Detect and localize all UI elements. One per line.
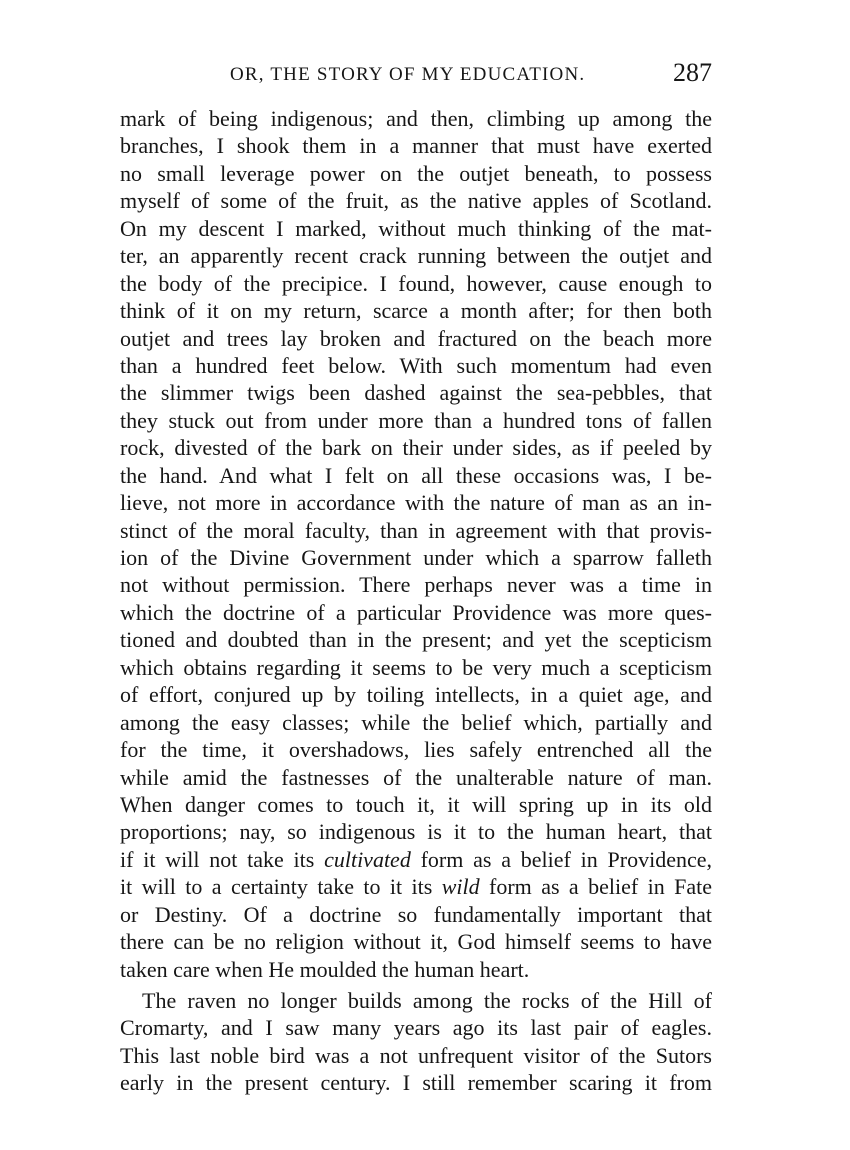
text-line <box>120 626 712 653</box>
text-segment: than a hundred feet below. With such momentum had even <box>120 352 712 378</box>
text-line <box>120 517 712 544</box>
text-line <box>120 434 712 461</box>
text-segment: which obtains regarding it seems to be very much a scepticism <box>120 654 712 680</box>
text-segment: no small leverage power on the outjet beneath, to possess <box>120 160 712 186</box>
text-line <box>120 1042 712 1069</box>
text-segment: ter, an apparently recent crack running between the outjet and <box>120 243 712 269</box>
text-segment: the slimmer twigs been dashed against the sea-pebbles, that <box>120 380 712 406</box>
text-line <box>120 544 712 571</box>
text-segment: they stuck out from under more than a hundred tons of fallen <box>120 407 712 433</box>
text-line <box>120 215 712 242</box>
text-segment: The raven no longer builds among the rocks of the Hill of <box>142 988 712 1013</box>
text-segment: outjet and trees lay broken and fractured on the beach more <box>120 325 712 351</box>
text-line <box>120 681 712 708</box>
text-segment: rock, divested of the bark on their under sides, as if peeled by <box>120 435 712 461</box>
text-line <box>120 105 712 132</box>
italic-text: cultivated <box>324 846 411 872</box>
text-line <box>120 571 712 598</box>
text-segment: form as a belief in Providence, <box>410 846 712 872</box>
text-segment: of effort, conjured up by toiling intellects, in a quiet age, and <box>120 682 712 708</box>
text-segment: while amid the fastnesses of the unalterable nature of man. <box>120 764 712 790</box>
paragraph <box>120 105 712 983</box>
text-line <box>120 736 712 763</box>
text-segment: myself of some of the fruit, as the native apples of Scotland. <box>120 188 712 214</box>
text-segment: the hand. And what I felt on all these occasions was, I be- <box>120 462 712 488</box>
text-segment: proportions; nay, so indigenous is it to the human heart, that <box>120 819 712 845</box>
page-header <box>120 58 712 92</box>
text-segment: there can be no religion without it, God himself seems to have <box>120 929 712 955</box>
text-line <box>120 956 712 983</box>
text-line <box>120 379 712 406</box>
text-segment: early in the present century. I still remember scaring it from <box>120 1070 712 1096</box>
text-segment: taken care when He moulded the human heart. <box>120 956 530 982</box>
page-number: 287 <box>673 58 712 87</box>
text-line <box>120 791 712 818</box>
text-segment: think of it on my return, scarce a month after; for then both <box>120 298 712 324</box>
text-line <box>120 599 712 626</box>
text-segment: This last noble bird was a not unfrequent visitor of the Sutors <box>120 1042 712 1068</box>
text-line <box>120 132 712 159</box>
text-line <box>120 1014 712 1041</box>
text-segment: among the easy classes; while the belief which, partially and <box>120 709 712 735</box>
text-segment: for the time, it overshadows, lies safely entrenched all the <box>120 737 712 763</box>
text-segment: or Destiny. Of a doctrine so fundamentally important that <box>120 901 712 927</box>
body-text <box>120 105 712 1097</box>
text-segment: ion of the Divine Government under which a sparrow falleth <box>120 545 712 570</box>
text-segment: if it will not take its <box>120 846 325 872</box>
paragraph <box>120 983 712 1097</box>
text-segment: it will to a certainty take to it its <box>120 874 442 900</box>
text-line <box>120 297 712 324</box>
text-segment: branches, I shook them in a manner that must have exerted <box>120 133 712 159</box>
text-line <box>120 325 712 352</box>
text-segment: When danger comes to touch it, it will spring up in its old <box>120 791 712 817</box>
text-segment: stinct of the moral faculty, than in agreement with that provis- <box>120 517 712 543</box>
text-line <box>120 709 712 736</box>
text-line <box>120 928 712 955</box>
text-line <box>120 407 712 434</box>
text-line <box>120 242 712 269</box>
text-segment: not without permission. There perhaps never was a time in <box>120 572 712 598</box>
text-segment: Cromarty, and I saw many years ago its last pair of eagles. <box>120 1015 712 1041</box>
text-line <box>120 187 712 214</box>
text-segment: the body of the precipice. I found, however, cause enough to <box>120 270 712 296</box>
text-segment: form as a belief in Fate <box>479 874 712 900</box>
text-line <box>120 846 712 873</box>
text-line <box>120 489 712 516</box>
text-segment: tioned and doubted than in the present; and yet the scepticism <box>120 627 712 653</box>
text-segment: which the doctrine of a particular Providence was more ques- <box>120 599 712 625</box>
text-line <box>120 764 712 791</box>
text-line <box>120 1069 712 1096</box>
running-title: OR, THE STORY OF MY EDUCATION. <box>230 64 586 85</box>
text-segment: On my descent I marked, without much thinking of the mat- <box>120 215 712 241</box>
text-line <box>120 901 712 928</box>
text-line <box>120 654 712 681</box>
text-segment: lieve, not more in accordance with the nature of man as an in- <box>120 490 712 516</box>
text-line <box>120 462 712 489</box>
text-line <box>120 987 712 1014</box>
text-line <box>120 270 712 297</box>
text-line <box>120 873 712 900</box>
italic-text: wild <box>441 874 480 900</box>
text-segment: mark of being indigenous; and then, climbing up among the <box>120 106 712 131</box>
text-line <box>120 818 712 845</box>
text-line <box>120 160 712 187</box>
text-line <box>120 352 712 379</box>
